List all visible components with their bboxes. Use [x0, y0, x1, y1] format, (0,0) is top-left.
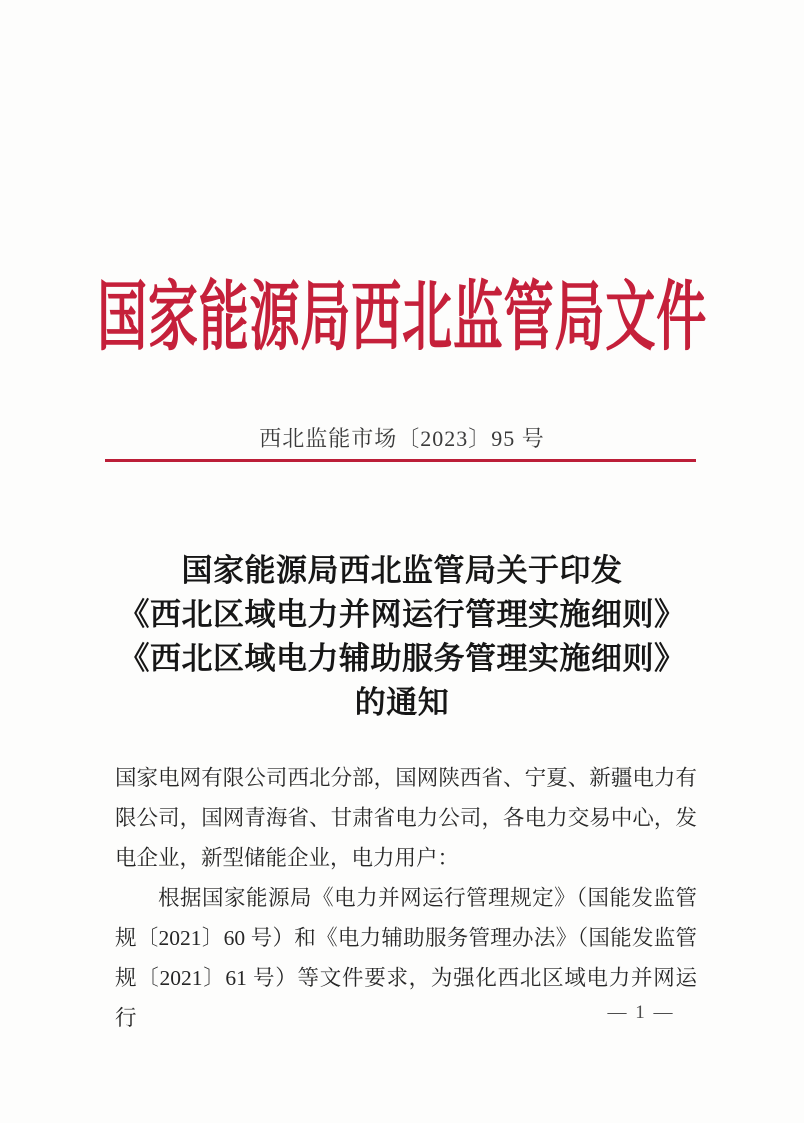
page-number: — 1 — — [607, 1002, 675, 1023]
notice-title-line-2: 《西北区域电力并网运行管理实施细则》 — [118, 597, 686, 632]
notice-title-line-4: 的通知 — [354, 685, 450, 720]
body-line-1: 国家电网有限公司西北分部，国网陕西省、宁夏、新疆电力有 — [115, 766, 697, 790]
body-line-5: 规〔2021〕60 号）和《电力辅助服务管理办法》（国能发监管 — [115, 926, 697, 950]
notice-body — [115, 758, 697, 1038]
notice-title-line-3: 《西北区域电力辅助服务管理实施细则》 — [118, 641, 686, 676]
agency-header-title: 国家能源局西北监管局文件 — [97, 276, 707, 360]
body-line-6: 规〔2021〕61 号）等文件要求，为强化西北区域电力并网运行 — [115, 966, 697, 1030]
body-line-3: 电企业，新型储能企业，电力用户： — [115, 846, 460, 870]
body-line-4: 根据国家能源局《电力并网运行管理规定》（国能发监管 — [158, 886, 697, 910]
agency-header — [0, 268, 804, 368]
document-number: 西北监能市场〔2023〕95 号 — [259, 426, 545, 451]
notice-title — [0, 549, 804, 725]
body-line-2: 限公司，国网青海省、甘肃省电力公司，各电力交易中心，发 — [115, 806, 697, 830]
header-divider-line — [105, 459, 696, 462]
notice-title-line-1: 国家能源局西北监管局关于印发 — [181, 553, 623, 588]
